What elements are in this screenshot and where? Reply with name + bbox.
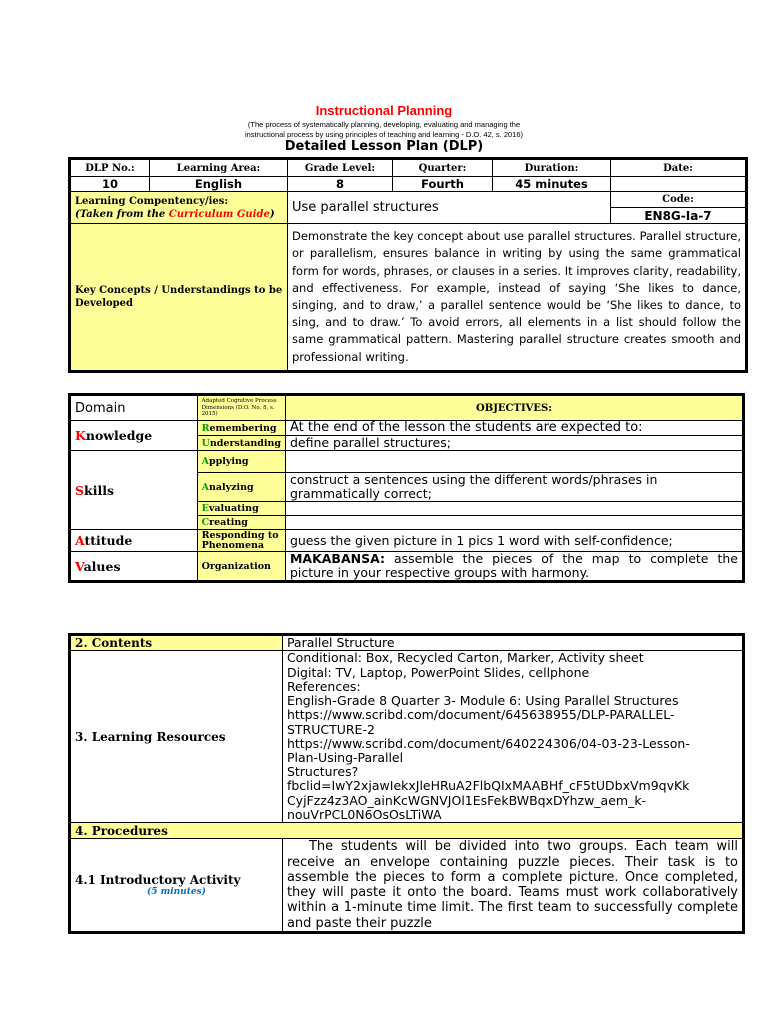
competency-value: Use parallel structures	[288, 192, 611, 224]
resource-line: fbclid=IwY2xjawIekxJleHRuA2FlbQIxMAABHf_cF5tUDbxVm9qvKk	[286, 778, 690, 794]
values-row	[70, 552, 744, 582]
analyzing-objective: construct a sentences using the different words/phrases in grammatically correct;	[285, 473, 743, 502]
dlp-no-label: DLP No.:	[70, 159, 150, 177]
duration-value: 45 minutes	[493, 177, 611, 192]
knowledge-domain: Knowledge	[70, 421, 198, 451]
applying-level: Applying	[197, 451, 285, 473]
resource-line: Structures?	[286, 764, 359, 780]
objectives-header-row	[70, 395, 744, 421]
code-value: EN8G-Ia-7	[611, 208, 747, 224]
remembering-level: Remembering	[197, 421, 285, 436]
contents-label: 2. Contents	[70, 635, 283, 651]
skills-domain: Skills	[70, 451, 198, 530]
resource-line: nouVrPCL0N6OsOsLTiWA	[286, 806, 442, 822]
competency-label: Learning Compentency/ies:	[75, 195, 229, 207]
organization-level: Organization	[197, 552, 285, 582]
date-label: Date:	[611, 159, 747, 177]
code-label: Code:	[611, 192, 747, 208]
resource-line: Digital: TV, Laptop, PowerPoint Slides, cellphone	[286, 664, 590, 680]
resources-row	[70, 651, 744, 823]
values-domain: Values	[70, 552, 198, 582]
resource-line: References:	[286, 678, 361, 694]
competency-row	[70, 192, 747, 208]
subtitle-line-2: instructional process by using principles of teaching and learning - D.O. 42, s. 2016)	[244, 129, 524, 139]
resource-line: STRUCTURE-2	[286, 721, 375, 737]
remembering-row	[70, 421, 744, 436]
quarter-value: Fourth	[393, 177, 493, 192]
competency-note: (Taken from the Curriculum Guide)	[75, 208, 275, 220]
competency-label-cell	[70, 192, 288, 224]
evaluating-objective	[285, 502, 743, 516]
intro-activity-row	[70, 839, 744, 933]
responding-level: Responding to Phenomena	[197, 530, 285, 552]
understanding-objective: define parallel structures;	[285, 436, 743, 451]
domain-label: Domain	[70, 395, 198, 421]
info-table	[68, 157, 748, 373]
grade-level-label: Grade Level:	[288, 159, 393, 177]
procedures-label: 4. Procedures	[70, 823, 744, 839]
values-objective: MAKABANSA: assemble the pieces of the map to complete the picture in your respective groups with harmony.	[285, 552, 743, 582]
attitude-objective: guess the given picture in 1 pics 1 word with self-confidence;	[285, 530, 743, 552]
procedures-row	[70, 823, 744, 839]
cognitive-header: Adapted Cognitive Process Dimensions (D.O. No. 8, s. 2015)	[197, 395, 285, 421]
applying-objective	[285, 451, 743, 473]
objectives-label: OBJECTIVES:	[285, 395, 743, 421]
date-value	[611, 177, 747, 192]
resource-line: CyjFzz4z3AO_ainKcWGNVJOl1EsFekBWBqxDYhzw_aem_k-	[286, 792, 647, 808]
subtitle-line-1: (The process of systematically planning, developing, evaluating and managing the	[247, 120, 521, 129]
key-concepts-label: Key Concepts / Understandings to be Developed	[70, 224, 288, 372]
resource-line: https://www.scribd.com/document/645638955/DLP-PARALLEL-	[286, 707, 675, 723]
contents-row	[70, 635, 744, 651]
intro-activity-text: The students will be divided into two groups. Each team will receive an envelope containing puzzle pieces. Their task is to assemble the pieces to form a complete picture. Once completed, they will paste it onto the board. Teams must work collaboratively within a 1-minute time limit. The first team to successfully complete and paste their puzzle	[282, 839, 743, 933]
attitude-domain: Attitude	[70, 530, 198, 552]
objectives-table	[68, 393, 745, 583]
resource-line: https://www.scribd.com/document/640224306/04-03-23-Lesson-	[286, 735, 690, 751]
resource-line: English-Grade 8 Quarter 3- Module 6: Using Parallel Structures	[286, 693, 679, 709]
info-label-row	[70, 159, 747, 177]
key-concepts-row	[70, 224, 747, 372]
header-subtitle	[0, 120, 768, 139]
evaluating-level: Evaluating	[197, 502, 285, 516]
header-title: Instructional Planning	[315, 103, 453, 118]
creating-objective	[285, 516, 743, 530]
contents-value: Parallel Structure	[282, 635, 743, 651]
learning-area-label: Learning Area:	[150, 159, 288, 177]
curriculum-guide-text: Curriculum Guide	[168, 208, 270, 220]
learning-area-value: English	[150, 177, 288, 192]
objectives-intro: At the end of the lesson the students are expected to:	[285, 421, 743, 436]
analyzing-level: Analyzing	[197, 473, 285, 502]
resources-label: 3. Learning Resources	[70, 651, 283, 823]
key-concepts-text: Demonstrate the key concept about use parallel structures. Parallel structure, or parallelism, ensures balance in writing by using the same grammatical form for words, phrases, or clauses in a series. It improves clarity, readability, and effectiveness. For example, instead of saying ‘She likes to dance, singing, and to draw,’ a parallel sentence would be ‘She likes to dance, to sing, and to draw.’ To avoid errors, all elements in a list should follow the same grammatical pattern. Mastering parallel structure creates smooth and professional writing.	[288, 224, 747, 372]
resource-line: Plan-Using-Parallel	[286, 749, 404, 765]
resources-list	[282, 651, 743, 823]
resource-line: Conditional: Box, Recycled Carton, Marker, Activity sheet	[286, 650, 644, 666]
intro-activity-label: 4.1 Introductory Activity	[75, 873, 241, 888]
applying-row	[70, 451, 744, 473]
lesson-table	[68, 633, 745, 934]
quarter-label: Quarter:	[393, 159, 493, 177]
document-title: Detailed Lesson Plan (DLP)	[284, 139, 484, 154]
dlp-no-value: 10	[70, 177, 150, 192]
intro-activity-label-cell	[70, 839, 283, 933]
understanding-level: Understanding	[197, 436, 285, 451]
info-value-row	[70, 177, 747, 192]
intro-activity-time: (5 minutes)	[147, 887, 206, 898]
attitude-row	[70, 530, 744, 552]
grade-level-value: 8	[288, 177, 393, 192]
duration-label: Duration:	[493, 159, 611, 177]
creating-level: Creating	[197, 516, 285, 530]
